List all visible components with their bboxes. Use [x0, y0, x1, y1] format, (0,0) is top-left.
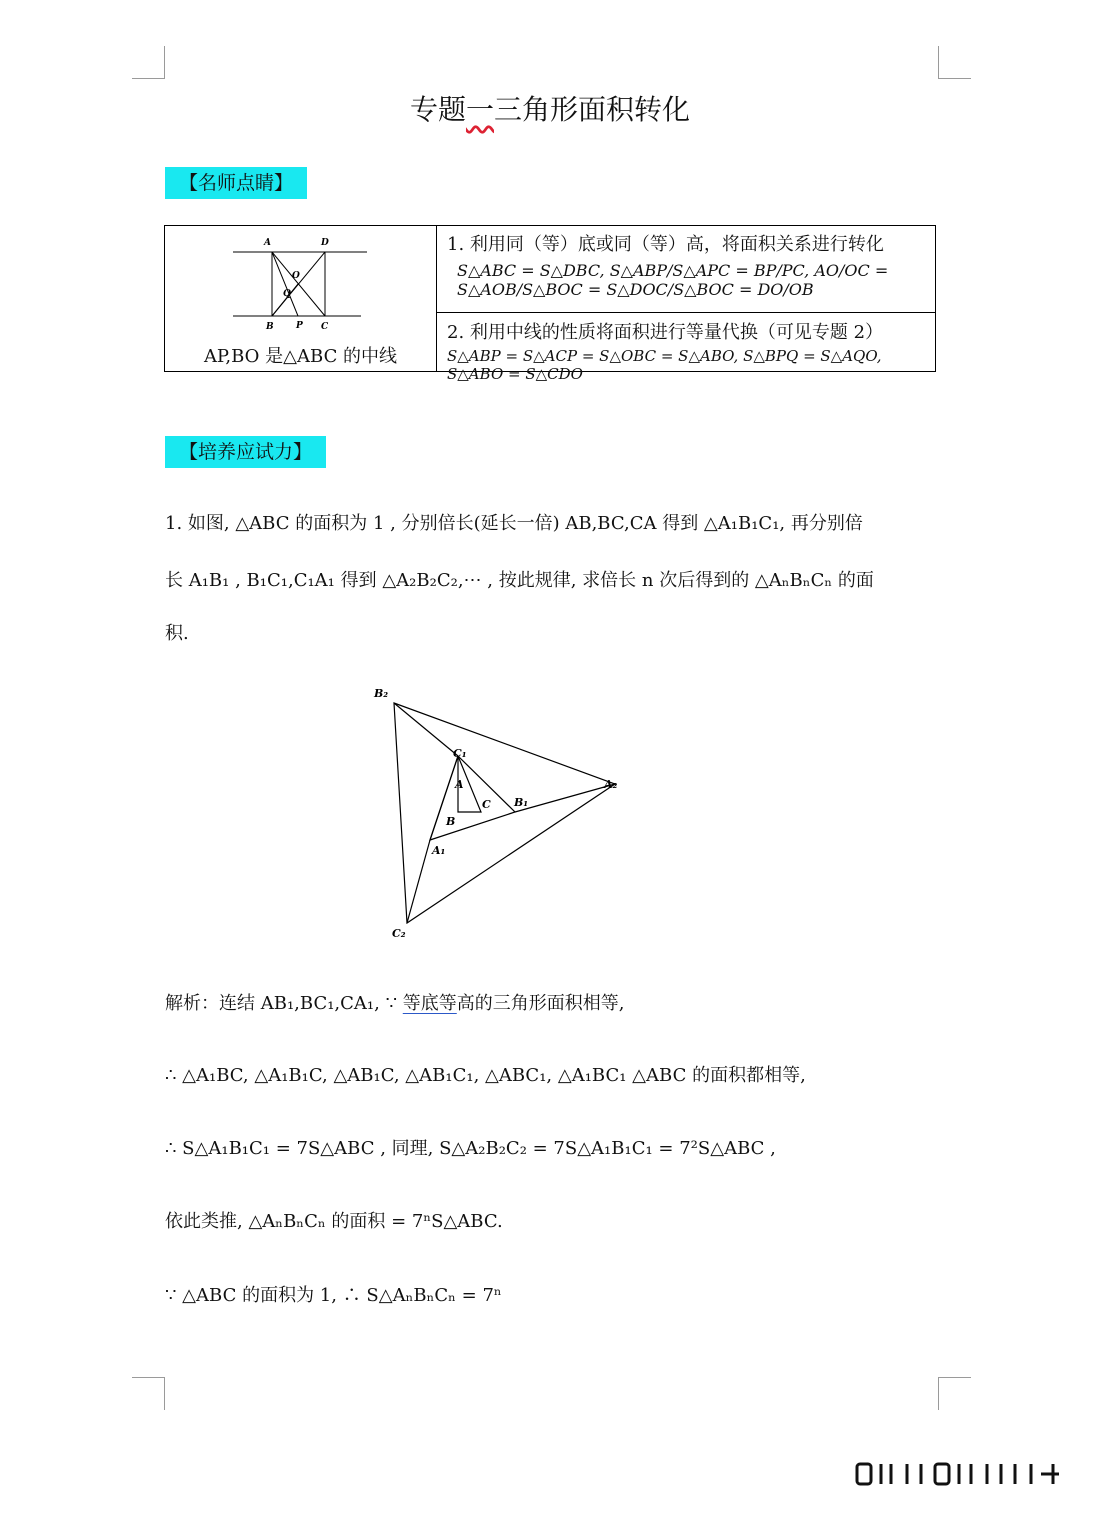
problem-line-3: 积. — [165, 623, 189, 644]
label-A: A — [455, 778, 464, 791]
triangle-figure — [360, 680, 660, 950]
title-suffix: 三角形面积转化 — [494, 93, 691, 126]
label-O: O — [292, 271, 300, 281]
figure-caption: AP,BO 是△ABC 的中线 — [203, 346, 398, 367]
rule1-formula: S△ABC = S△DBC, S△ABP/S△APC = BP/PC, AO/OC = S△AOB/S△BOC = S△DOC/S△BOC = DO/OB — [457, 261, 889, 299]
label-D: D — [321, 238, 329, 248]
section-tag-tips: 【名师点睛】 — [165, 167, 307, 199]
crop-mark-top-left — [132, 46, 165, 79]
solution-line-3: ∴ S△A₁B₁C₁ = 7S△ABC , 同理, S△A₂B₂C₂ = 7S△A₁B₁C₁ = 7²S△ABC , — [165, 1138, 776, 1159]
rule2-text: 2. 利用中线的性质将面积进行等量代换（可见专题 2） — [447, 322, 884, 343]
crop-mark-bottom-right — [938, 1377, 971, 1410]
line-B2-C1 — [394, 703, 458, 756]
table-column-divider — [436, 226, 437, 371]
solution-line-1-post: 高的三角形面积相等, — [456, 993, 625, 1014]
triangle-A2B2C2 — [394, 703, 615, 923]
label-B2: B₂ — [374, 687, 389, 700]
triangle-A1B1C1 — [430, 756, 515, 840]
label-C: C — [321, 322, 329, 332]
label-A2: A₂ — [604, 778, 618, 791]
solution-line-4: 依此类推, △AₙBₙCₙ 的面积 = 7ⁿS△ABC. — [165, 1211, 503, 1232]
trapezoid-figure — [165, 226, 436, 341]
rule1-text: 1. 利用同（等）底或同（等）高，将面积关系进行转化 — [447, 234, 884, 255]
solution-line-1-underlined: 等底等 — [402, 993, 457, 1014]
label-B1: B₁ — [514, 796, 529, 809]
solution-line-1-pre: 解析：连结 AB₁,BC₁,CA₁, ∵ — [165, 993, 403, 1014]
label-C2: C₂ — [392, 927, 406, 940]
solution-line-5: ∵ △ABC 的面积为 1, ∴ S△AₙBₙCₙ = 7ⁿ — [165, 1285, 502, 1306]
label-B: B — [446, 815, 456, 828]
footer-watermark-graphic — [855, 1462, 1065, 1486]
crop-mark-bottom-left — [132, 1377, 165, 1410]
segment-AP — [272, 252, 298, 316]
title-squiggle-char: 一 — [465, 93, 494, 126]
label-C: C — [482, 798, 491, 811]
problem-line-1: 1. 如图, △ABC 的面积为 1 , 分别倍长(延长一倍) AB,BC,CA 得到 △A₁B₁C₁, 再分别倍 — [165, 513, 863, 534]
page-title — [0, 88, 1095, 128]
label-P: P — [296, 321, 303, 331]
solution-line-1 — [165, 990, 625, 1018]
label-Q: Q — [283, 289, 291, 299]
solution-line-2: ∴ △A₁BC, △A₁B₁C, △AB₁C, △AB₁C₁, △ABC₁, △A₁BC₁ △ABC 的面积都相等, — [165, 1065, 806, 1086]
label-C1: C₁ — [453, 747, 467, 760]
label-B: B — [266, 322, 274, 332]
label-A: A — [264, 238, 271, 248]
line-A2-B1 — [515, 784, 615, 812]
rule2-formula: S△ABP = S△ACP = S△OBC = S△ABO, S△BPQ = S△AQO, S△ABO = S△CDO — [447, 347, 882, 383]
section-tag-practice: 【培养应试力】 — [165, 436, 326, 468]
label-A1: A₁ — [432, 844, 446, 857]
table-row-divider — [436, 312, 935, 313]
crop-mark-top-right — [938, 46, 971, 79]
problem-line-2: 长 A₁B₁ , B₁C₁,C₁A₁ 得到 △A₂B₂C₂,⋯ , 按此规律, 求倍长 n 次后得到的 △AₙBₙCₙ 的面 — [165, 570, 874, 591]
summary-table — [164, 225, 936, 383]
title-prefix: 专题 — [409, 93, 466, 126]
